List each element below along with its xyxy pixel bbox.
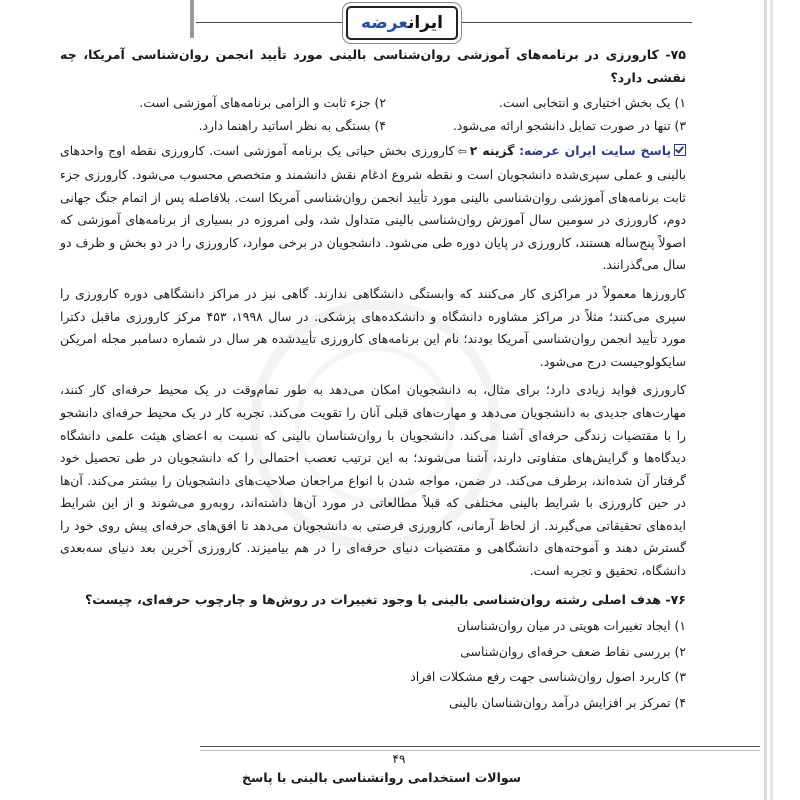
- checkbox-icon: [674, 144, 686, 156]
- question-76-option-2: ۲) بررسی نقاط ضعف حرفه‌ای روان‌شناسی: [460, 643, 686, 659]
- question-75-title: ۷۵- کارورزی در برنامه‌های آموزشی روان‌شناسی بالینی مورد تأیید انجمن روان‌شناسی آمریکا، چه نقشی دارد؟: [60, 47, 686, 85]
- answer-paragraph-3: کارورزی فواید زیادی دارد؛ برای مثال، به دانشجویان امکان می‌دهد به طور تمام‌وقت در یک محیط حرفه‌ای کار کنند، مهارت‌های جدیدی به دانشجویان می‌دهد و مهارت‌های قبلی آنان را تقویت می‌کند. تجربه کار در یک محیط حرفه‌ای دانشجو را با مقتضیات زندگی حرفه‌ای آشنا می‌کند. دانشجویان با روان‌شناسان بالینی که نسبت به اعضای هیئت علمی دانشگاه دیدگاه‌ها و گرایش‌های متفاوتی دارند، آشنا می‌شوند؛ به این ترتیب تعصب احتمالی را که دانشجویان در طی تحصیل خود گرفتار آن شده‌اند، برطرف می‌کند. در ضمن، مواجه شدن با انواع مراجعان صلاحیت‌های دانشجویان را بیشتر می‌کند. آن‌ها در حین کارورزی با شرایط بالینی مختلفی که قبلاً مطالعاتی در مورد آن‌ها داشته‌اند، روبه‌رو می‌شوند و از این شرایط ایده‌های تحقیقاتی می‌گیرند. از لحاظ آرمانی، کارورزی فرصتی به دانشجویان می‌دهد تا افق‌های حرفه‌ای پیش روی خود را گسترش دهند و آموخته‌های دانشگاهی و مقتضیات دنیای حرفه‌ای را در هم بیامیزند. کارورزی آخرین بعد دنیای سه‌بعدی دانشگاه، تحقیق و تجربه است.: [60, 382, 686, 579]
- page-content: [60, 44, 686, 718]
- answer-label: پاسخ سایت ایران عرضه:: [519, 143, 671, 159]
- question-75-option-4: ۴) بستگی به نظر اساتید راهنما دارد.: [198, 117, 386, 133]
- answer-option: گزینه ۲: [469, 143, 515, 159]
- arrow-left-icon: ⇦: [457, 145, 467, 159]
- logo-text-part2: عرضه: [361, 13, 408, 33]
- question-75-options-row-2: [60, 115, 686, 138]
- site-logo: [346, 6, 458, 40]
- header-left-bar: [190, 0, 194, 38]
- page-number: ۴۹: [392, 752, 406, 766]
- answer-paragraph-2: کارورزها معمولاً در مراکزی کار می‌کنند که وابستگی دانشگاهی ندارند. گاهی نیز در مراکز دانشگاهی دوره کارورزی را سپری می‌کنند؛ مثلاً در مراکز مشاوره دانشگاه و دانشکده‌های پزشکی. در سال ۱۹۹۸، ۴۵۳ مرکز کارورزی ماقبل دکترا مورد تأیید انجمن روان‌شناسی آمریکا بودند؛ نام این برنامه‌های کارورزی تأییدشده هر سال در شماره دسامبر مجله امریکن سایکولوجیست درج می‌شود.: [60, 285, 686, 369]
- question-75-option-2: ۲) جزء ثابت و الزامی برنامه‌های آموزشی است.: [139, 95, 386, 111]
- question-75-options-row-1: [60, 92, 686, 115]
- question-76-option-3: ۳) کاربرد اصول روان‌شناسی جهت رفع مشکلات افراد: [410, 669, 686, 685]
- logo-text-part1: ایران: [407, 13, 443, 33]
- answer-paragraph-1: [60, 140, 686, 277]
- page-side-border: [764, 0, 778, 800]
- question-75-option-1: ۱) یک بخش اختیاری و انتخابی است.: [498, 95, 686, 111]
- answer-para1-rest: و عملی سپری‌شده دانشجویان است و نقطه شروع ادغام نقش دانشمند و متخصص محسوب می‌شود. کارورزی جزء ثابت برنامه‌های آموزشی روان‌شناسی بالینی مورد تأیید انجمن روان‌شناسی آمریکا است. بلافاصله پس از اتمام جنگ جهانی دوم، کارورزی در سومین سال آموزش روان‌شناسی بالینی متداول شد، ولی امروزه در بسیاری از برنامه‌های آموزشی که اصولاً پنج‌ساله هستند، کارورزی در پایان دوره طی می‌شود. دانشجویان در برخی موارد، کارورزی را در دو بخش و ظرف دو سال می‌گذرانند.: [60, 166, 686, 273]
- question-76-title: ۷۶- هدف اصلی رشته روان‌شناسی بالینی با وجود تغییرات در روش‌ها و چارچوب حرفه‌ای، چیست؟: [84, 591, 686, 607]
- question-75-option-3: ۳) تنها در صورت تمایل دانشجو ارائه می‌شود.: [452, 117, 686, 133]
- answer-first-line: کارورزی بخش حیاتی یک برنامه آموزشی است. کارورزی نقطه اوج واحدهای بالینی: [60, 143, 686, 182]
- footer-rule-secondary: [200, 750, 760, 751]
- question-76-option-1: ۱) ایجاد تغییرات هویتی در میان روان‌شناسان: [456, 618, 686, 634]
- footer-rule: [200, 746, 760, 747]
- question-76-option-4: ۴) تمرکز بر افزایش درآمد روان‌شناسان بالینی: [448, 695, 686, 711]
- book-title: سوالات استخدامی روانشناسی بالینی با پاسخ: [242, 770, 522, 785]
